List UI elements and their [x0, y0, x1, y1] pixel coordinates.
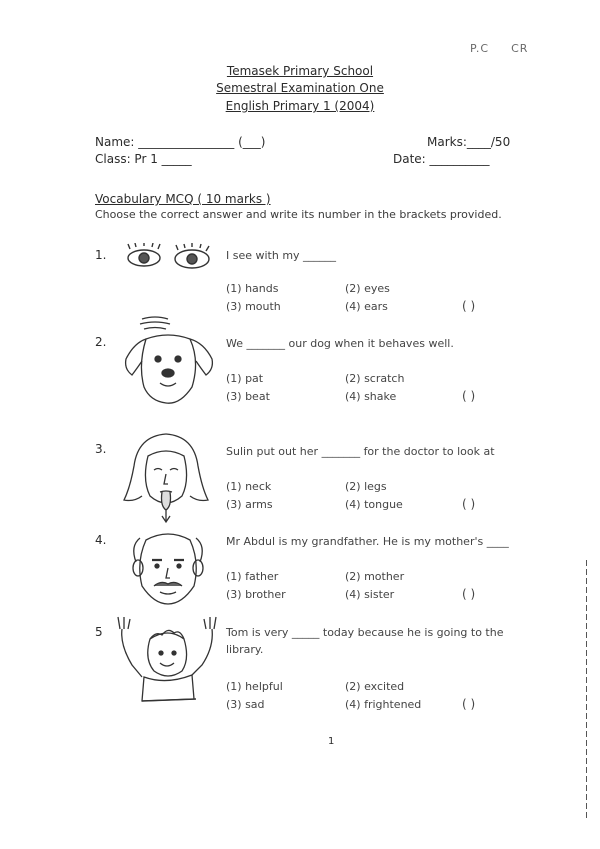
- option-1-4: (4) ears: [345, 300, 388, 313]
- girl-tongue-icon: [120, 430, 212, 524]
- option-2-1: (1) pat: [226, 372, 264, 385]
- option-4-3: (3) brother: [226, 588, 286, 601]
- option-1-2: (2) eyes: [345, 282, 390, 295]
- option-5-2: (2) excited: [345, 680, 405, 693]
- section-title: Vocabulary MCQ ( 10 marks ): [95, 192, 271, 206]
- dog-icon: [120, 315, 218, 411]
- option-1-1: (1) hands: [226, 282, 279, 295]
- option-3-4: (4) tongue: [345, 498, 403, 511]
- option-3-2: (2) legs: [345, 480, 387, 493]
- option-3-1: (1) neck: [226, 480, 272, 493]
- excited-boy-icon: [112, 615, 224, 707]
- question-text-3: Sulin put out her _______ for the doctor to look at: [226, 445, 495, 458]
- option-2-4: (4) shake: [345, 390, 397, 403]
- exam-title: Semestral Examination One: [216, 81, 384, 95]
- option-5-1: (1) helpful: [226, 680, 283, 693]
- question-number-5: 5: [95, 625, 103, 639]
- option-4-2: (2) mother: [345, 570, 405, 583]
- option-5-4: (4) frightened: [345, 698, 422, 711]
- scan-margin-line: [586, 560, 587, 820]
- answer-bracket-3[interactable]: ( ): [462, 497, 476, 511]
- grandfather-icon: [124, 528, 212, 608]
- date-field[interactable]: Date: __________: [393, 152, 490, 166]
- corner-marks: [470, 42, 550, 55]
- class-field[interactable]: Class: Pr 1 _____: [95, 152, 192, 166]
- answer-bracket-2[interactable]: ( ): [462, 389, 476, 403]
- option-1-3: (3) mouth: [226, 300, 281, 313]
- question-number-1: 1.: [95, 248, 107, 262]
- answer-bracket-5[interactable]: ( ): [462, 697, 476, 711]
- option-4-1: (1) father: [226, 570, 279, 583]
- section-instruction: Choose the correct answer and write its number in the brackets provided.: [95, 208, 502, 221]
- subject-title: English Primary 1 (2004): [225, 99, 375, 113]
- question-text-5-line2: library.: [226, 643, 264, 656]
- question-text-5: Tom is very _____ today because he is going to the: [226, 626, 504, 639]
- name-field[interactable]: Name: ________________ (___): [95, 135, 266, 149]
- answer-bracket-1[interactable]: ( ): [462, 299, 476, 313]
- option-5-3: (3) sad: [226, 698, 265, 711]
- question-number-4: 4.: [95, 533, 107, 547]
- school-name: Temasek Primary School: [226, 64, 374, 78]
- corner-mark-pc: P.C: [470, 42, 490, 55]
- question-text-1: I see with my ______: [226, 249, 337, 262]
- option-2-3: (3) beat: [226, 390, 270, 403]
- option-4-4: (4) sister: [345, 588, 395, 601]
- question-text-4: Mr Abdul is my grandfather. He is my mother's ____: [226, 535, 509, 548]
- question-number-3: 3.: [95, 442, 107, 456]
- question-text-2: We _______ our dog when it behaves well.: [226, 337, 454, 350]
- option-3-3: (3) arms: [226, 498, 273, 511]
- eyes-icon: [124, 243, 216, 271]
- corner-mark-cr: CR: [511, 42, 529, 55]
- marks-field[interactable]: Marks:____/50: [427, 135, 511, 149]
- option-2-2: (2) scratch: [345, 372, 405, 385]
- question-number-2: 2.: [95, 335, 107, 349]
- answer-bracket-4[interactable]: ( ): [462, 587, 476, 601]
- page-number: 1: [328, 736, 335, 747]
